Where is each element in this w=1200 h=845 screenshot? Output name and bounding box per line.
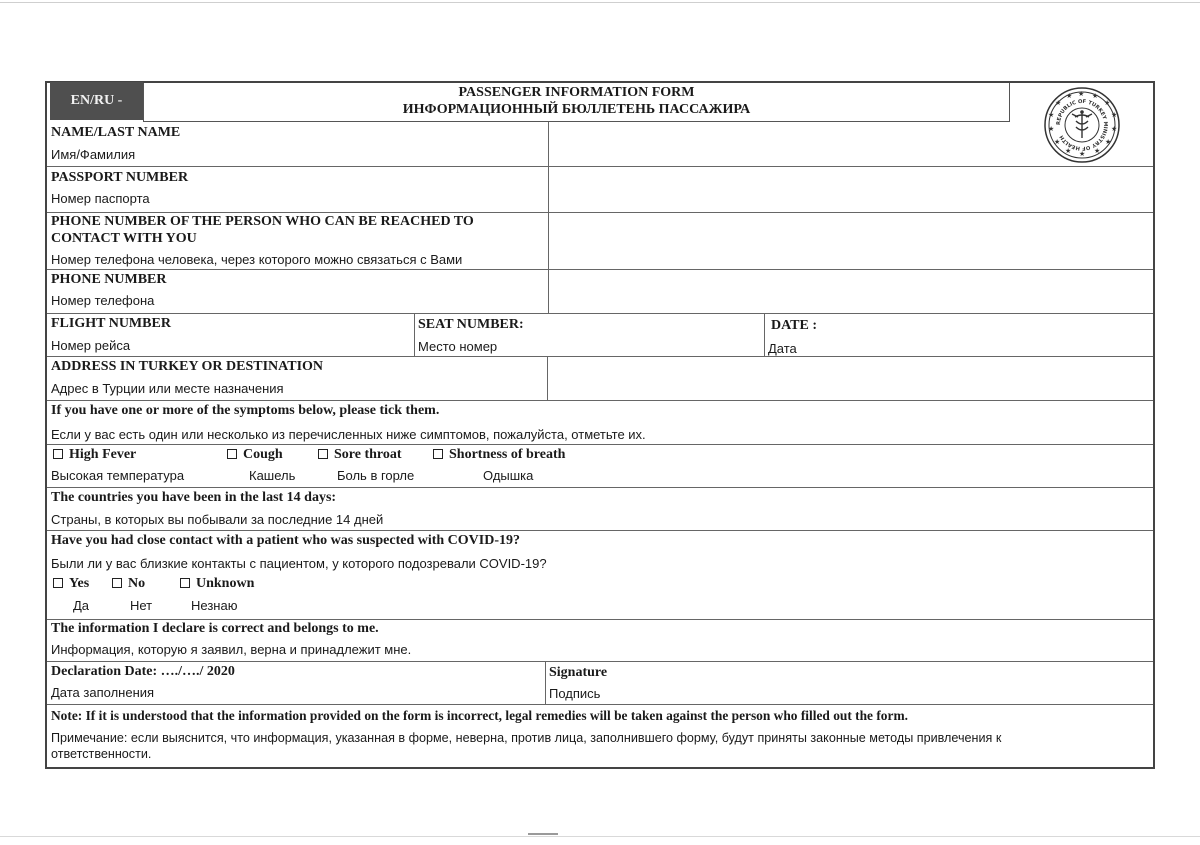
contact-person-label-en-line1: PHONE NUMBER OF THE PERSON WHO CAN BE REACHED TO [51, 214, 474, 229]
contact-unknown-en: Unknown [196, 576, 255, 591]
seat-label-en: SEAT NUMBER: [418, 317, 524, 332]
name-row [47, 122, 1153, 167]
symptom-high-fever-ru: Высокая температура [51, 468, 185, 483]
phone-row [47, 270, 1153, 314]
contact-person-row [47, 213, 1153, 270]
declaration-statement-en: The information I declare is correct and belongs to me. [51, 621, 379, 636]
language-tag-label: EN/RU - [70, 93, 123, 108]
symptom-cough-en: Cough [243, 447, 283, 462]
symptom-high-fever-en: High Fever [69, 447, 137, 462]
countries-question-en: The countries you have been in the last 14 days: [51, 490, 337, 505]
checkbox-icon[interactable] [53, 578, 63, 588]
passport-label-en: PASSPORT NUMBER [51, 170, 189, 185]
date-cell[interactable] [764, 314, 1153, 356]
contact-yes-en: Yes [69, 576, 90, 591]
symptoms-question-row [47, 401, 1153, 445]
svg-text:★: ★ [1078, 90, 1085, 98]
seat-cell[interactable] [414, 314, 764, 356]
contact-person-input-cell[interactable] [548, 213, 1153, 269]
scan-edge-bottom [0, 836, 1200, 837]
svg-text:★: ★ [1094, 147, 1101, 155]
passport-input-cell[interactable] [548, 167, 1153, 212]
language-tag [50, 82, 143, 120]
declaration-date-en: Declaration Date: …./…./ 2020 [51, 664, 235, 679]
address-label-ru: Адрес в Турции или месте назначения [51, 381, 284, 396]
name-label-ru: Имя/Фамилия [51, 147, 136, 162]
contact-no-ru: Нет [130, 598, 153, 613]
svg-text:★: ★ [1065, 147, 1072, 155]
seat-label-ru: Место номер [418, 339, 498, 354]
flight-row [47, 314, 1153, 357]
signature-label-en: Signature [549, 665, 608, 680]
checkbox-icon[interactable] [433, 449, 443, 459]
countries-question-ru: Страны, в которых вы побывали за последние 14 дней [51, 512, 384, 527]
contact-option-no[interactable] [112, 575, 145, 593]
contact-yes-ru: Да [73, 598, 90, 613]
symptoms-question-en: If you have one or more of the symptoms below, please tick them. [51, 403, 440, 418]
svg-text:REPUBLIC OF TURKEY MINISTRY OF: REPUBLIC OF TURKEY MINISTRY OF HEALTH [1055, 98, 1109, 152]
address-input-cell[interactable] [547, 357, 1153, 400]
phone-label-en: PHONE NUMBER [51, 272, 167, 287]
scan-edge-top [0, 2, 1200, 3]
name-label-cell [47, 122, 548, 166]
svg-text:★: ★ [1055, 99, 1062, 107]
passport-label-ru: Номер паспорта [51, 191, 150, 206]
checkbox-icon[interactable] [318, 449, 328, 459]
svg-text:★: ★ [1111, 111, 1118, 119]
declaration-statement-ru: Информация, которую я заявил, верна и принадлежит мне. [51, 642, 412, 657]
contact-person-label-en-line2: CONTACT WITH YOU [51, 231, 197, 246]
symptom-option-cough[interactable] [227, 446, 283, 464]
phone-label-cell [47, 270, 548, 313]
signature-cell[interactable] [545, 662, 1153, 704]
symptom-option-shortness-of-breath[interactable] [433, 446, 565, 464]
flight-label-ru: Номер рейса [51, 338, 131, 353]
passport-label-cell [47, 167, 548, 212]
date-signature-row [47, 662, 1153, 705]
note-ru-line2: ответственности. [51, 747, 152, 761]
svg-text:★: ★ [1092, 92, 1099, 100]
form-title-ru: ИНФОРМАЦИОННЫЙ БЮЛЛЕТЕНЬ ПАССАЖИРА [402, 102, 751, 117]
svg-text:★: ★ [1054, 138, 1061, 146]
svg-text:★: ★ [1105, 138, 1112, 146]
address-label-en: ADDRESS IN TURKEY OR DESTINATION [51, 359, 324, 374]
date-label-en: DATE : [771, 318, 818, 333]
svg-text:★: ★ [1111, 125, 1118, 133]
passport-row [47, 167, 1153, 213]
symptom-cough-ru: Кашель [249, 468, 296, 483]
flight-cell[interactable] [47, 314, 414, 356]
phone-label-ru: Номер телефона [51, 293, 155, 308]
name-label-en: NAME/LAST NAME [51, 125, 181, 140]
symptom-shortness-ru: Одышка [483, 468, 534, 483]
svg-text:★: ★ [1104, 99, 1111, 107]
address-row [47, 357, 1153, 401]
declaration-date-cell[interactable] [47, 662, 545, 704]
svg-text:★: ★ [1079, 150, 1086, 158]
form-title-en: PASSENGER INFORMATION FORM [458, 85, 695, 100]
checkbox-icon[interactable] [180, 578, 190, 588]
form-title [143, 83, 1010, 122]
symptoms-options-row [47, 445, 1153, 488]
note-row [47, 705, 1153, 767]
name-input-cell[interactable] [548, 122, 1012, 166]
checkbox-icon[interactable] [112, 578, 122, 588]
checkbox-icon[interactable] [53, 449, 63, 459]
symptoms-question-ru: Если у вас есть один или несколько из перечисленных ниже симптомов, пожалуйста, отметьте их. [51, 427, 646, 442]
symptom-option-high-fever[interactable] [53, 446, 136, 464]
contact-person-label-cell [47, 213, 548, 269]
countries-row[interactable] [47, 488, 1153, 531]
note-ru-line1: Примечание: если выяснится, что информация, указанная в форме, неверна, против лица, заполнившего форму, будут приняты законные методы привлечения к [51, 731, 1002, 745]
symptom-shortness-en: Shortness of breath [449, 447, 566, 462]
contact-no-en: No [128, 576, 146, 591]
contact-unknown-ru: Незнаю [191, 598, 238, 613]
checkbox-icon[interactable] [227, 449, 237, 459]
covid-contact-question-ru: Были ли у вас близкие контакты с пациентом, у которого подозревали COVID-19? [51, 556, 547, 571]
date-label-ru: Дата [768, 341, 797, 356]
flight-label-en: FLIGHT NUMBER [51, 316, 171, 331]
svg-text:★: ★ [1066, 92, 1073, 100]
symptom-sore-throat-en: Sore throat [334, 447, 402, 462]
contact-person-label-ru: Номер телефона человека, через которого можно связаться с Вами [51, 252, 463, 267]
signature-label-ru: Подпись [549, 686, 601, 701]
svg-text:★: ★ [1048, 125, 1055, 133]
declaration-row [47, 620, 1153, 662]
contact-option-unknown[interactable] [180, 575, 254, 593]
address-label-cell [47, 357, 547, 400]
phone-input-cell[interactable] [548, 270, 1153, 313]
covid-contact-row [47, 531, 1153, 620]
covid-contact-question-en: Have you had close contact with a patient who was suspected with COVID-19? [51, 533, 521, 548]
symptom-option-sore-throat[interactable] [318, 446, 402, 464]
svg-text:★: ★ [1048, 111, 1055, 119]
symptom-sore-throat-ru: Боль в горле [337, 468, 415, 483]
note-en: Note: If it is understood that the information provided on the form is incorrect, legal remedies will be taken against the person who filled out the form. [51, 708, 908, 723]
contact-option-yes[interactable] [53, 575, 89, 593]
scan-mark [528, 833, 558, 835]
declaration-date-ru: Дата заполнения [51, 685, 155, 700]
